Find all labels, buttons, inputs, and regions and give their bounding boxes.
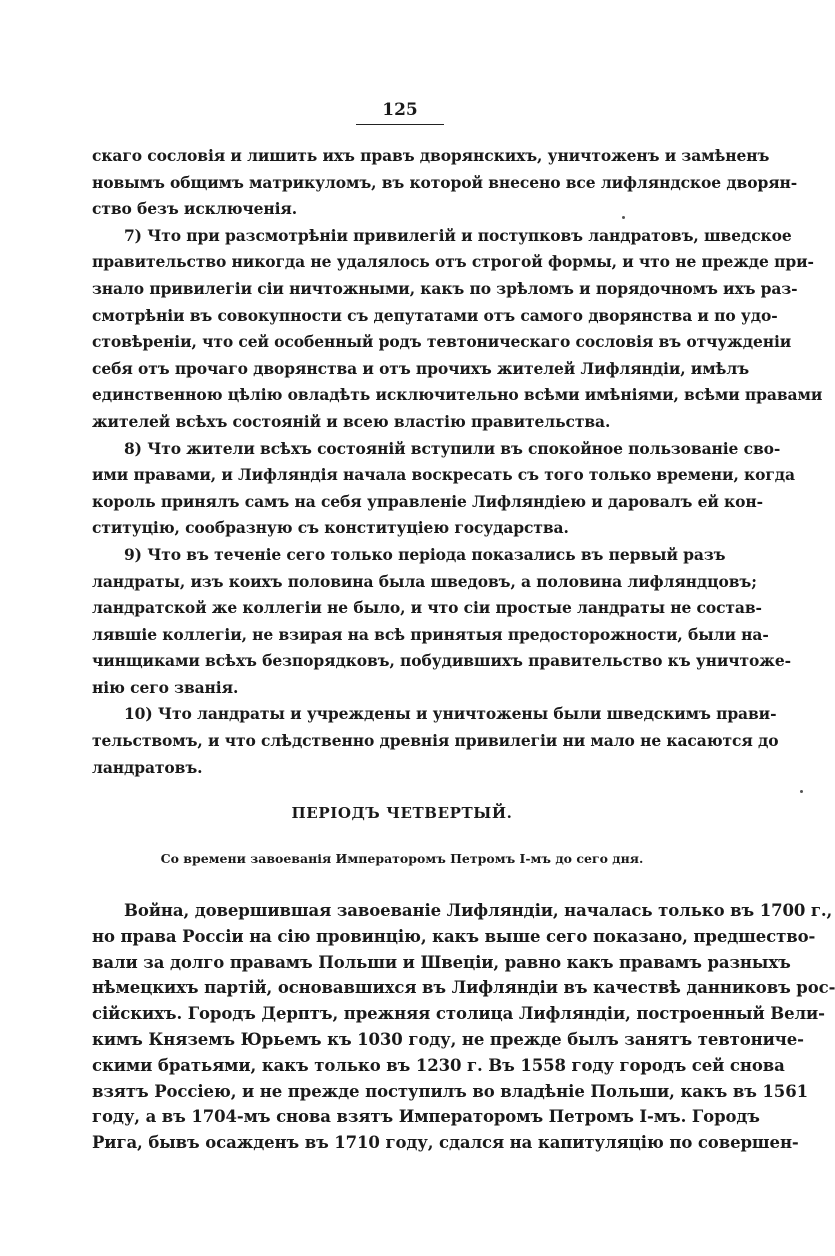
text-line: Рига, бывъ осажденъ въ 1710 году, сдался на капитуляцію по совершен- <box>92 1133 799 1153</box>
text-line: 10) Что ландраты и учреждены и уничтожены были шведскимъ прави- <box>124 704 777 724</box>
paragraph-item-10 <box>92 701 779 781</box>
section-title: ПЕРІОДЪ ЧЕТВЕРТЫЙ. <box>291 804 513 822</box>
text-line: Война, довершившая завоеваніе Лифляндіи, началась только въ 1700 г., <box>124 901 833 920</box>
text-line: ими правами, и Лифляндія начала воскресать съ того только времени, когда <box>92 465 795 485</box>
text-line: стовѣреніи, что сей особенный родъ тевтоническаго сословія въ отчужденіи <box>92 332 792 352</box>
text-line: чинщиками всѣхъ безпорядковъ, побудившихъ правительство къ уничтоже- <box>92 651 791 671</box>
paragraph-item-8 <box>92 436 795 542</box>
page-number: 125 <box>382 100 418 120</box>
text-line: 7) Что при разсмотрѣніи привилегій и поступковъ ландратовъ, шведское <box>124 225 792 245</box>
text-line: новымъ общимъ матрикуломъ, въ которой внесено все лифляндское дворян- <box>92 172 798 192</box>
text-line: скаго сословія и лишить ихъ правъ дворянскихъ, уничтоженъ и замѣненъ <box>92 146 770 165</box>
text-line: смотрѣніи въ совокупности съ депутатами отъ самого дворянства и по удо- <box>92 305 778 325</box>
paper-speck <box>622 216 625 219</box>
text-line: году, а въ 1704-мъ снова взятъ Императоромъ Петромъ І-мъ. Городъ <box>92 1107 760 1127</box>
text-line: король принялъ самъ на себя управленіе Лифляндіею и даровалъ ей кон- <box>92 491 763 511</box>
text-line: 8) Что жители всѣхъ состояній вступили въ спокойное пользованіе сво- <box>124 438 781 458</box>
text-line: правительство никогда не удалялось отъ строгой формы, и что не прежде при- <box>92 252 814 272</box>
paper-speck <box>800 790 803 793</box>
text-block-top <box>92 143 823 781</box>
text-line: ландраты, изъ коихъ половина была шведовъ, а половина лифляндцовъ; <box>92 571 757 591</box>
text-line: лявшіе коллегіи, не взирая на всѣ принятыя предосторожности, были на- <box>92 624 769 644</box>
paragraph-continuation <box>92 143 798 223</box>
text-line: ландратской же коллегіи не было, и что сіи простые ландраты не состав- <box>92 598 762 618</box>
text-line: себя отъ прочаго дворянства и отъ прочихъ жителей Лифляндіи, имѣлъ <box>92 358 749 378</box>
text-line: нѣмецкихъ партій, основавшихся въ Лифляндіи въ качествѣ данниковъ рос- <box>92 978 835 998</box>
text-line: единственною цѣлію овладѣть исключительно всѣми имѣніями, всѣми правами <box>92 385 823 405</box>
text-line: но права Россіи на сію провинцію, какъ выше сего показано, предшество- <box>92 926 816 946</box>
page-number-rule <box>356 124 444 125</box>
text-line: жителей всѣхъ состояній и всею властію правительства. <box>92 411 611 431</box>
text-line: нію сего званія. <box>92 677 239 697</box>
text-line: ландратовъ. <box>92 757 203 777</box>
text-line: сійскихъ. Городъ Дерптъ, прежняя столица Лифляндіи, построенный Вели- <box>92 1004 825 1024</box>
text-line: вали за долго правамъ Польши и Швеціи, равно какъ правамъ разныхъ <box>92 952 791 972</box>
section-subtitle: Со времени завоеванія Императоромъ Петромъ І-мъ до сего дня. <box>160 851 644 866</box>
paragraph-item-7 <box>92 223 823 436</box>
text-line: 9) Что въ теченіе сего только періода показались въ первый разъ <box>124 544 726 564</box>
text-line: ституцію, сообразную съ конституціею государства. <box>92 518 569 538</box>
text-line: кимъ Княземъ Юрьемъ къ 1030 году, не прежде былъ занятъ тевтониче- <box>92 1029 804 1049</box>
text-block-bottom <box>92 898 835 1156</box>
text-line: знало привилегіи сіи ничтожными, какъ по зрѣломъ и порядочномъ ихъ раз- <box>92 278 798 298</box>
text-line: тельствомъ, и что слѣдственно древнія привилегіи ни мало не касаются до <box>92 731 779 751</box>
text-line: скими братьями, какъ только въ 1230 г. Въ 1558 году городъ сей снова <box>92 1055 785 1075</box>
paragraph-item-9 <box>92 542 791 702</box>
text-line: ство безъ исключенія. <box>92 199 298 219</box>
text-line: взятъ Россіею, и не прежде поступилъ во владѣніе Польши, какъ въ 1561 <box>92 1081 808 1101</box>
